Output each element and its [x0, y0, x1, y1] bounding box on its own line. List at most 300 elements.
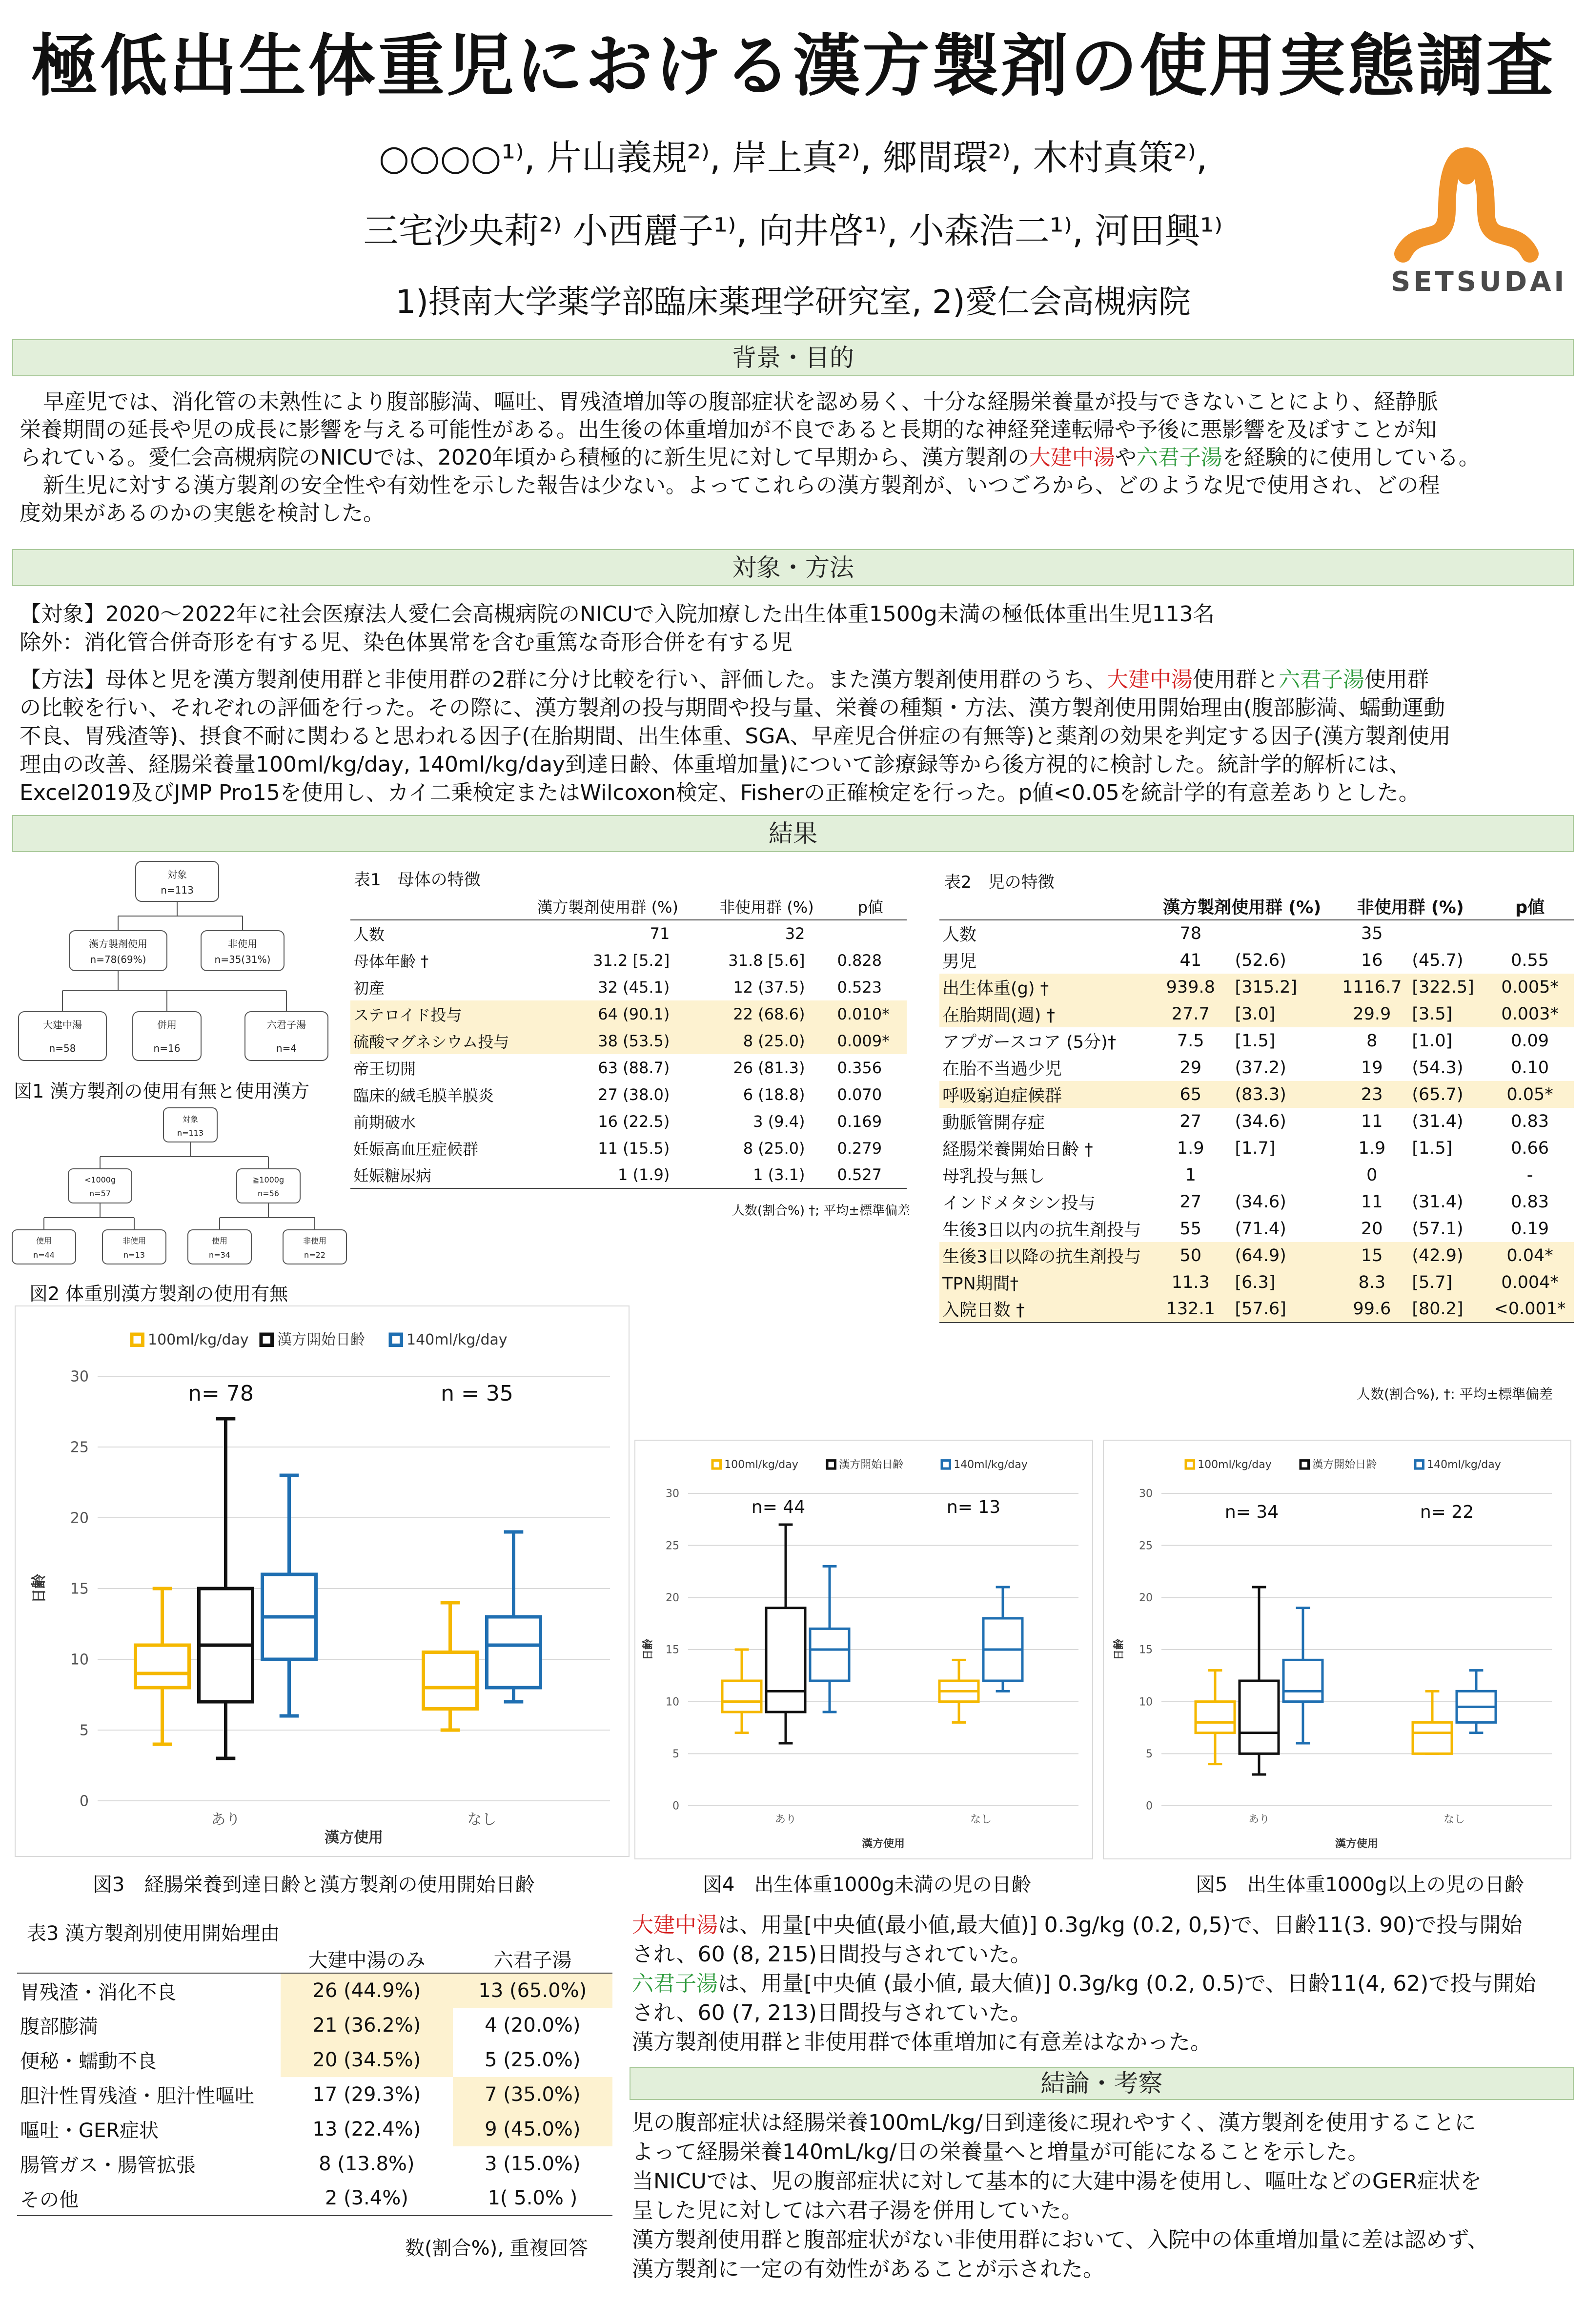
row-label: 初産: [353, 979, 385, 998]
cell-use-sd: [6.3]: [1235, 1272, 1276, 1292]
row-label: 便秘・蠕動不良: [20, 2050, 157, 2073]
n-label: n= 78: [188, 1381, 254, 1406]
bg-line-4: 新生児に対する漢方製剤の安全性や有効性を示した報告は少ない。よってこれらの漢方製剤が、いつごろから、どのような児で使用され、どの程: [43, 473, 1440, 498]
cell-p: 0.169: [837, 1112, 882, 1131]
conclusion-text: [632, 2108, 1489, 2284]
table-row: [939, 920, 1574, 947]
figure-4-boxplot: [634, 1440, 1093, 1859]
fig1-use-n: n=78(69%): [90, 954, 146, 965]
cell-nouse: 26 (81.3): [733, 1058, 805, 1077]
cell-p: 0.55: [1511, 950, 1549, 970]
cell-use-sd: [315.2]: [1235, 977, 1298, 997]
cell-p: 0.83: [1511, 1111, 1549, 1131]
fig1-dk-label: 大建中湯: [43, 1019, 82, 1031]
table-header-row: [939, 893, 1574, 920]
cell-nouse: 8: [1366, 1031, 1378, 1051]
legend-label: 100ml/kg/day: [724, 1459, 798, 1471]
fig1-both-label: 併用: [157, 1019, 177, 1031]
x-tick-label: あり: [774, 1814, 797, 1826]
n-label: n= 13: [946, 1497, 1001, 1517]
x-axis-label: 漢方使用: [1335, 1838, 1379, 1850]
cell-use: 31.2 [5.2]: [593, 951, 670, 970]
box-iqr: [136, 1645, 189, 1688]
header-cell: [350, 893, 516, 920]
daikenchuto-term-2: 大建中湯: [1107, 667, 1193, 692]
background-text: [20, 388, 1571, 527]
box-iqr: [1283, 1660, 1322, 1701]
conclusion-line-5: 漢方製剤使用群と腹部症状がない非使用群において、入院中の体重増加量に差は認めず、: [632, 2227, 1489, 2252]
table-row: [17, 2008, 612, 2042]
cell-nouse: 3 (9.4): [753, 1112, 805, 1131]
cell-use: 27: [1179, 1192, 1202, 1212]
cell-p: 0.009*: [837, 1031, 890, 1050]
table2-note: 人数(割合%), †: 平均±標準偏差: [1357, 1386, 1553, 1402]
cell-dk: 26 (44.9%): [281, 1973, 453, 2008]
results-line-3: [632, 1969, 1536, 1998]
fig1-caption: 図1 漢方製剤の使用有無と使用漢方: [14, 1080, 310, 1102]
cell-nouse-sd: (31.4): [1412, 1192, 1464, 1212]
cell-use: 29: [1179, 1058, 1202, 1078]
methods-line-2: 除外：消化管合併奇形を有する児、染色体異常を含む重篤な奇形合併を有する児: [20, 630, 793, 655]
cell-p: <0.001*: [1494, 1299, 1566, 1319]
table-header-row: [350, 893, 907, 920]
header-cell: p値: [1515, 898, 1545, 917]
row-label: 腸管ガス・腸管拡張: [20, 2154, 196, 2177]
cell-use-sd: (34.6): [1235, 1192, 1286, 1212]
header-cell: 大建中湯のみ: [308, 1949, 426, 1972]
row-label: 妊娠高血圧症候群: [353, 1140, 479, 1159]
fig2-a-n: n=44: [33, 1250, 55, 1260]
row-label: 入院日数 †: [942, 1301, 1025, 1320]
methods-line-1: 【対象】2020～2022年に社会医療法人愛仁会高槻病院のNICUで入院加療した出生体重1500g未満の極低体重出生児113名: [20, 602, 1215, 627]
bg-line-3: [20, 444, 1571, 471]
cell-p: 0.527: [837, 1165, 882, 1184]
row-label: 帝王切開: [353, 1059, 416, 1078]
cell-nouse-sd: [1409, 920, 1486, 947]
fig1-rk-label: 六君子湯: [267, 1019, 306, 1031]
rikkunshito-term-2: 六君子湯: [1279, 667, 1364, 692]
fig1-dk-n: n=58: [49, 1042, 76, 1054]
header-cell: p値: [857, 898, 883, 917]
table-row: [939, 1081, 1574, 1108]
fig2-root-label: 対象: [182, 1115, 199, 1124]
conclusion-line-6: 漢方製剤に一定の有効性があることが示された。: [632, 2257, 1104, 2282]
methods-text: [20, 600, 1571, 807]
methods-line-3b: 使用群と: [1193, 667, 1279, 692]
row-label: 胃残渣・消化不良: [20, 1981, 176, 2004]
cell-use: 64 (90.1): [598, 1004, 670, 1023]
cell-p: 0.279: [837, 1139, 882, 1158]
fig1-root-n: n=113: [161, 884, 194, 896]
row-label: 前期破水: [353, 1113, 416, 1132]
methods-line-5: 不良、胃残渣等)、摂食不耐に関わると思われる因子(在胎期間、出生体重、SGA、早産児合併症の有無等)と薬剤の効果を判定する因子(漢方製剤使用: [20, 724, 1451, 749]
n-label: n = 35: [441, 1381, 513, 1406]
table-row: [350, 1162, 907, 1188]
y-tick-label: 0: [1146, 1800, 1153, 1813]
cell-nouse: 32: [785, 924, 805, 943]
legend-label: 漢方開始日齢: [839, 1459, 904, 1471]
cell-use: 11 (15.5): [598, 1139, 670, 1158]
figure-5-boxplot: [1103, 1440, 1571, 1859]
cell-use: 27 (38.0): [598, 1085, 670, 1104]
table-row: [17, 2112, 612, 2146]
row-label: 人数: [942, 925, 977, 945]
row-label: アプガースコア (5分)†: [942, 1032, 1117, 1052]
y-tick-label: 30: [70, 1368, 89, 1386]
fig2-c-n: n=34: [209, 1250, 230, 1260]
cell-use-sd: (71.4): [1235, 1219, 1286, 1239]
table-row: [350, 920, 907, 947]
table-row: [939, 1242, 1574, 1269]
table-row: [939, 1162, 1574, 1188]
box-iqr: [1196, 1702, 1235, 1733]
rikkunshito-term: 六君子湯: [1136, 445, 1222, 470]
y-tick-label: 20: [1139, 1592, 1153, 1605]
results-line-4: され、60 (7, 213)日間投与されていた。: [632, 2000, 1032, 2025]
x-tick-label: あり: [1248, 1814, 1270, 1826]
header-cell: 非使用群 (%): [719, 898, 814, 917]
methods-line-3c: 使用群: [1364, 667, 1429, 692]
fig2-a-label: 使用: [36, 1236, 52, 1245]
cell-p: 0.05*: [1506, 1084, 1553, 1104]
cell-use: 71: [650, 924, 670, 943]
bg-line-1: 早産児では、消化管の未熟性により腹部膨満、嘔吐、胃残渣増加等の腹部症状を認め易く、十分な経腸栄養量が投与できないことにより、経静脈: [43, 389, 1439, 414]
y-tick-label: 30: [1139, 1488, 1153, 1500]
figure-1-flowchart: [10, 856, 346, 1091]
conclusion-line-1: 児の腹部症状は経腸栄養100mL/kg/日到達後に現れやすく、漢方製剤を使用することに: [632, 2110, 1476, 2135]
cell-use: 1: [1185, 1165, 1196, 1185]
affiliation: 1)摂南大学薬学部臨床薬理学研究室, 2)愛仁会高槻病院: [395, 283, 1191, 321]
box-iqr: [424, 1652, 477, 1709]
cell-nouse: 29.9: [1353, 1004, 1391, 1024]
row-label: 生後3日以降の抗生剤投与: [942, 1247, 1141, 1267]
fig2-lt-label: <1000g: [84, 1175, 116, 1184]
table-row: [17, 2077, 612, 2112]
cell-nouse: 11: [1361, 1192, 1383, 1212]
row-label: 母乳投与無し: [942, 1166, 1045, 1186]
authors-line-1: ○○○○¹⁾, 片山義規²⁾, 岸上真²⁾, 郷間環²⁾, 木村真策²⁾,: [378, 137, 1207, 178]
cell-nouse: 6 (18.8): [743, 1085, 805, 1104]
cell-use-sd: [1232, 920, 1335, 947]
legend-label: 140ml/kg/day: [407, 1331, 508, 1348]
y-tick-label: 25: [666, 1540, 679, 1552]
cell-use: 32 (45.1): [598, 978, 670, 997]
y-tick-label: 0: [79, 1793, 89, 1810]
methods-line-4: の比較を行い、それぞれの評価を行った。その際に、漢方製剤の投与期間や投与量、栄養の種類・方法、漢方製剤使用開始理由(腹部膨満、蠕動運動: [20, 695, 1445, 720]
table-row: [939, 1054, 1574, 1081]
cell-nouse: 99.6: [1353, 1299, 1391, 1319]
header-cell: 漢方製剤使用群 (%): [537, 898, 678, 917]
cell-nouse: 0: [1366, 1165, 1378, 1185]
poster-title: 極低出生体重児における漢方製剤の使用実態調査: [30, 27, 1555, 105]
cell-use: 132.1: [1166, 1299, 1215, 1319]
cell-nouse-sd: (31.4): [1412, 1111, 1464, 1131]
conclusion-line-3: 当NICUでは、児の腹部症状に対して基本的に大建中湯を使用し、嘔吐などのGER症状を: [632, 2169, 1482, 2194]
results-line-1: [632, 1911, 1536, 1940]
row-label: 経腸栄養開始日齢 †: [942, 1140, 1093, 1160]
row-label: 動脈管開存症: [942, 1113, 1045, 1133]
bg-line-5: 度効果があるのかの実態を検討した。: [20, 501, 385, 526]
table-row: [939, 1135, 1574, 1162]
cell-p: [1486, 920, 1574, 947]
table-row: [939, 1269, 1574, 1296]
table-row: [939, 1108, 1574, 1135]
cell-p: 0.04*: [1506, 1245, 1553, 1265]
row-label: 男児: [942, 952, 977, 972]
cell-use: 63 (88.7): [598, 1058, 670, 1077]
fig2-c-label: 使用: [211, 1236, 228, 1245]
box-iqr: [1240, 1681, 1279, 1753]
table-header-row: [17, 1945, 612, 1973]
cell-p: 0.83: [1511, 1192, 1549, 1212]
daikenchuto-term: 大建中湯: [1029, 445, 1115, 470]
y-tick-label: 20: [666, 1592, 679, 1605]
fig2-lt-n: n=57: [89, 1189, 111, 1198]
box-iqr: [722, 1681, 761, 1712]
methods-line-3: [20, 666, 1571, 694]
cell-nouse-sd: [80.2]: [1412, 1299, 1464, 1319]
cell-use: 38 (53.5): [598, 1031, 670, 1050]
header-cell: 漢方製剤使用群 (%): [1163, 898, 1322, 917]
fig1-nouse-n: n=35(31%): [214, 954, 271, 965]
table-row: [17, 2146, 612, 2181]
row-label: 母体年齢 †: [353, 952, 429, 971]
y-tick-label: 25: [1139, 1540, 1153, 1552]
y-tick-label: 20: [70, 1509, 89, 1527]
legend-label: 140ml/kg/day: [954, 1459, 1028, 1471]
cell-nouse: 22 (68.6): [733, 1004, 805, 1023]
fig2-d-n: n=22: [304, 1250, 325, 1260]
table-row: [350, 974, 907, 1000]
fig2-b-label: 非使用: [122, 1236, 146, 1245]
cell-nouse: 1116.7: [1342, 977, 1402, 997]
x-axis-label: 漢方使用: [325, 1829, 383, 1846]
fig1-both-n: n=16: [153, 1042, 181, 1054]
y-tick-label: 15: [1139, 1644, 1153, 1656]
fig1-rk-n: n=4: [276, 1042, 297, 1054]
cell-nouse-sd: (45.7): [1412, 950, 1464, 970]
y-tick-label: 25: [70, 1439, 89, 1456]
section-conclusion-header: 結論・考察: [630, 2067, 1574, 2100]
cell-nouse-sd: [322.5]: [1412, 977, 1474, 997]
x-tick-label: あり: [211, 1811, 241, 1828]
box-iqr: [487, 1617, 541, 1688]
cell-dk: 20 (34.5%): [281, 2042, 453, 2077]
cell-rk: 13 (65.0%): [453, 1973, 612, 2008]
cell-nouse: 16: [1361, 950, 1383, 970]
table3-caption: 表3 漢方製剤別使用開始理由: [27, 1922, 280, 1945]
cell-nouse: 11: [1361, 1111, 1383, 1131]
authors-line-2: 三宅沙央莉²⁾ 小西麗子¹⁾, 向井啓¹⁾, 小森浩二¹⁾, 河田興¹⁾: [363, 210, 1223, 251]
conclusion-line-4: 呈した児に対しては六君子湯を併用していた。: [632, 2198, 1083, 2223]
section-background-header: 背景・目的: [12, 339, 1574, 376]
cell-nouse: 15: [1361, 1245, 1383, 1265]
cell-use: 27: [1179, 1111, 1202, 1131]
cell-nouse-sd: [5.7]: [1412, 1272, 1453, 1292]
header-cell: [939, 893, 1149, 920]
cell-use-sd: (83.3): [1235, 1084, 1286, 1104]
row-label: 在胎不当過少児: [942, 1059, 1062, 1079]
cell-nouse: 8.3: [1358, 1272, 1386, 1292]
cell-use-sd: [1232, 1162, 1335, 1188]
y-axis-label: 日齢: [1113, 1638, 1125, 1661]
chart-frame: [15, 1306, 629, 1856]
y-axis-label: 日齢: [642, 1638, 654, 1661]
cell-p: 0.004*: [1501, 1272, 1559, 1292]
cell-dk: 8 (13.8%): [319, 2152, 415, 2175]
row-label: その他: [20, 2188, 79, 2211]
cell-p: 0.005*: [1501, 977, 1559, 997]
cell-use: 50: [1179, 1245, 1202, 1265]
table-3-reasons: [17, 1945, 612, 2216]
fig1-use-label: 漢方製剤使用: [89, 938, 147, 950]
table-row: [350, 1027, 907, 1054]
row-label: 臨床的絨毛膜羊膜炎: [353, 1086, 494, 1105]
results-daikenchuto: 大建中湯: [632, 1913, 718, 1937]
fig2-caption: 図2 体重別漢方製剤の使用有無: [29, 1283, 288, 1305]
cell-p: 0.003*: [1501, 1004, 1559, 1024]
cell-p: 0.356: [837, 1058, 882, 1077]
cell-nouse: 8 (25.0): [743, 1031, 805, 1050]
cell-p: 0.09: [1511, 1031, 1549, 1051]
header-cell: 六君子湯: [493, 1949, 572, 1972]
table-row: [350, 1000, 907, 1027]
y-tick-label: 5: [672, 1748, 679, 1761]
fig1-nouse-label: 非使用: [228, 938, 257, 950]
row-label: 在胎期間(週) †: [942, 1005, 1055, 1025]
table-row: [939, 1296, 1574, 1323]
cell-nouse: 20: [1361, 1219, 1383, 1239]
fig5-caption: 図5 出生体重1000g以上の児の日齢: [1196, 1874, 1524, 1896]
header-cell: [17, 1945, 281, 1973]
x-tick-label: なし: [1443, 1814, 1465, 1826]
results-text: [632, 1911, 1536, 2057]
cell-use: 27.7: [1171, 1004, 1210, 1024]
cell-use-sd: [1.7]: [1235, 1138, 1276, 1158]
cell-use: 1 (1.9): [617, 1165, 670, 1184]
cell-use-sd: (37.2): [1235, 1058, 1286, 1078]
fig3-caption: 図3 経腸栄養到達日齢と漢方製剤の使用開始日齢: [93, 1874, 535, 1896]
cell-nouse: 1 (3.1): [753, 1165, 805, 1184]
table-row: [17, 1973, 612, 2008]
cell-p: 0.523: [837, 978, 882, 997]
table-row: [939, 1215, 1574, 1242]
cell-rk: 4 (20.0%): [485, 2014, 581, 2037]
cell-p: 0.19: [1511, 1219, 1549, 1239]
results-line-1b: は、用量[中央値(最小値,最大値)] 0.3g/kg (0.2, 0,5)で、日齢11(3. 90)で投与開始: [718, 1913, 1523, 1937]
row-label: 生後3日以内の抗生剤投与: [942, 1220, 1141, 1240]
y-tick-label: 15: [70, 1580, 89, 1598]
cell-rk: 7 (35.0%): [453, 2077, 612, 2112]
table-row: [939, 974, 1574, 1000]
table-row: [17, 2181, 612, 2216]
table2-caption: 表2 児の特徴: [944, 873, 1055, 892]
conclusion-line-2: よって経腸栄養140mL/kg/日の栄養量へと増量が可能になることを示した。: [632, 2140, 1369, 2164]
bg-line-3c: を経験的に使用している。: [1222, 445, 1480, 470]
row-label: 呼吸窮迫症候群: [942, 1086, 1062, 1106]
cell-use: 16 (22.5): [598, 1112, 670, 1131]
y-axis-label: 日齢: [31, 1574, 48, 1603]
cell-rk: 1( 5.0% ): [488, 2187, 578, 2209]
cell-use-sd: (64.9): [1235, 1245, 1286, 1265]
cell-p: 0.66: [1511, 1138, 1549, 1158]
y-tick-label: 0: [672, 1800, 679, 1813]
cell-use: 41: [1179, 950, 1202, 970]
table-1-maternal: [350, 893, 907, 1189]
cell-rk: 5 (25.0%): [485, 2048, 581, 2071]
bg-line-3a: られている。愛仁会高槻病院のNICUでは、2020年頃から積極的に新生児に対して早期から、漢方製剤の: [20, 445, 1029, 470]
cell-use: 7.5: [1177, 1031, 1204, 1051]
x-tick-label: なし: [467, 1811, 497, 1828]
cell-nouse-sd: [1.5]: [1412, 1138, 1453, 1158]
cell-use: 1.9: [1177, 1138, 1204, 1158]
cell-use: 55: [1179, 1219, 1202, 1239]
row-label: 妊娠糖尿病: [353, 1166, 432, 1185]
row-label: 腹部膨満: [20, 2016, 98, 2038]
bg-line-3b: や: [1115, 445, 1137, 470]
table1-note: 人数(割合%) †; 平均±標準偏差: [732, 1203, 911, 1218]
cell-nouse-sd: (57.1): [1412, 1219, 1464, 1239]
methods-line-7: Excel2019及びJMP Pro15を使用し、カイ二乗検定またはWilcoxon検定、Fisherの正確検定を行った。p値<0.05を統計学的有意差ありとした。: [20, 780, 1420, 805]
cell-use-sd: [57.6]: [1235, 1299, 1286, 1319]
row-label: 人数: [353, 925, 385, 944]
cell-nouse: 31.8 [5.6]: [728, 951, 805, 970]
cell-nouse-sd: [1.0]: [1412, 1031, 1453, 1051]
cell-p: -: [1526, 1165, 1533, 1185]
figure-2-flowchart: [5, 1105, 356, 1271]
row-label: TPN期間†: [942, 1274, 1019, 1294]
table-2-infant: [939, 893, 1574, 1323]
cell-use-sd: [3.0]: [1235, 1004, 1276, 1024]
table-row: [17, 2042, 612, 2077]
table-row: [350, 1135, 907, 1162]
cell-nouse: 35: [1361, 924, 1383, 943]
cell-nouse: 12 (37.5): [733, 978, 805, 997]
fig1-root-label: 対象: [167, 869, 187, 880]
results-line-3b: は、用量[中央値 (最小値, 最大値)] 0.3g/kg (0.2, 0.5)で、日齢11(4, 62)で投与開始: [718, 1971, 1536, 1996]
cell-nouse: 1.9: [1358, 1138, 1386, 1158]
box-iqr: [810, 1629, 849, 1681]
cell-nouse: 23: [1361, 1084, 1383, 1104]
row-label: 硫酸マグネシウム投与: [353, 1032, 509, 1051]
results-rikkunshito: 六君子湯: [632, 1971, 718, 1996]
row-label: インドメタシン投与: [942, 1193, 1096, 1213]
fig2-ge-n: n=56: [258, 1189, 279, 1198]
box-iqr: [766, 1608, 805, 1712]
section-methods-header: 対象・方法: [12, 549, 1574, 586]
y-tick-label: 15: [666, 1644, 679, 1656]
fig2-root-n: n=113: [177, 1128, 204, 1138]
legend-label: 100ml/kg/day: [148, 1331, 249, 1348]
box-iqr: [1413, 1722, 1452, 1753]
table-row: [939, 1000, 1574, 1027]
table-row: [350, 947, 907, 974]
y-tick-label: 5: [79, 1722, 89, 1739]
table3-note: 数(割合%), 重複回答: [405, 2237, 588, 2260]
y-tick-label: 10: [70, 1651, 89, 1669]
row-label: ステロイド投与: [353, 1005, 462, 1024]
table-row: [939, 1188, 1574, 1215]
table-row: [350, 1108, 907, 1135]
table1-caption: 表1 母体の特徴: [354, 870, 481, 890]
table-row: [939, 1027, 1574, 1054]
cell-use-sd: (34.6): [1235, 1111, 1286, 1131]
cell-dk: 21 (36.2%): [281, 2008, 453, 2042]
methods-line-6: 理由の改善、経腸栄養量100ml/kg/day, 140ml/kg/day到達日齢、体重増加量)について診療録等から後方視的に検討した。統計学的解析には、: [20, 752, 1411, 777]
legend-label: 140ml/kg/day: [1427, 1459, 1501, 1471]
n-label: n= 34: [1224, 1502, 1279, 1522]
fig2-b-n: n=13: [123, 1250, 145, 1260]
